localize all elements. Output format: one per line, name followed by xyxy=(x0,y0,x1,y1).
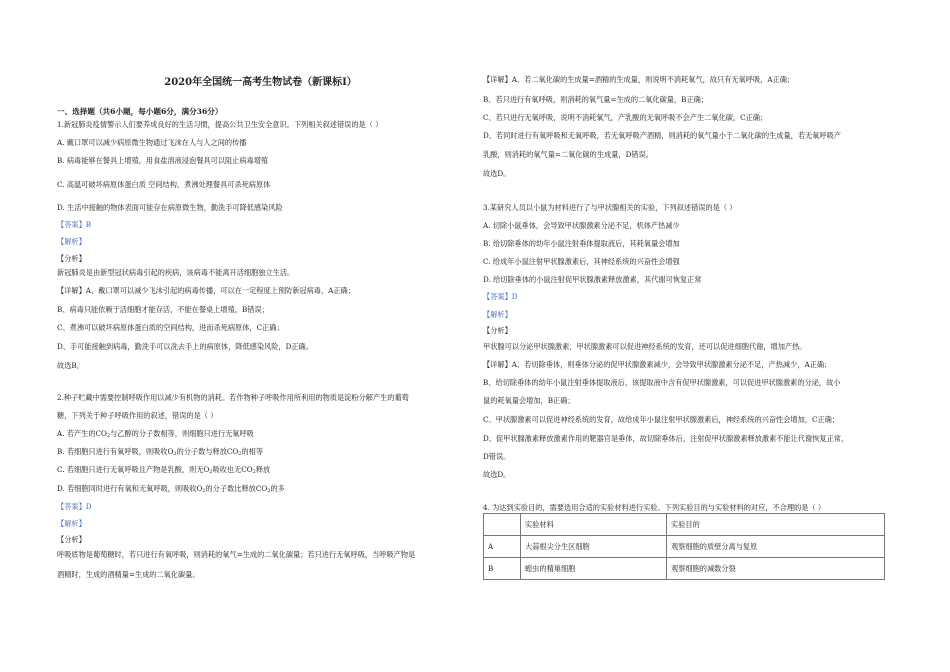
section-heading: 一、选择题（共6小题，每小题6分，满分36分） xyxy=(57,107,223,116)
q1-fenxi-text: 新冠肺炎是由新型冠状病毒引起的疾病，该病毒不能离开活细胞独立生活。 xyxy=(57,268,295,277)
q1-option-b: B. 病毒能够在餐具上增殖，用食盐溶液浸泡餐具可以阻止病毒增殖 xyxy=(57,156,269,165)
q1-detail-a: 【详解】A、戴口罩可以减少飞沫引起的病毒传播，可以在一定程度上预防新冠病毒，A正确； xyxy=(57,286,355,295)
q3-detail-a: 【详解】A、若切除垂体，则垂体分泌的促甲状腺激素减少，会导致甲状腺激素分泌不足，产热减少，A正确； xyxy=(483,360,832,369)
q3-jiexi: 【解析】 xyxy=(483,310,512,319)
q2-detail-b: B、若只进行有氧呼吸，则消耗的氧气量=生成的二氧化碳量，B正确； xyxy=(483,95,709,104)
q3-detail-c: C、甲状腺激素可以促进神经系统的发育，故给成年小鼠注射甲状腺激素后，神经系统的兴奋性会增加，C正确； xyxy=(483,415,840,424)
table-header-cell: 实验材料 xyxy=(521,514,667,536)
q3-option-a: A. 切除小鼠垂体，会导致甲状腺激素分泌不足，机体产热减少 xyxy=(483,221,680,230)
q1-option-c: C. 高温可破坏病原体蛋白质 空间结构，煮沸处理餐具可杀死病原体 xyxy=(57,180,271,189)
q3-option-c: C. 给成年小鼠注射甲状腺激素后，其神经系统的兴奋性会增强 xyxy=(483,257,680,266)
q1-fenxi: 【分析】 xyxy=(57,254,86,263)
q3-option-d: D. 给切除垂体的小鼠注射促甲状腺激素释放激素，其代谢可恢复正常 xyxy=(483,275,702,284)
q1-conclusion: 故选B。 xyxy=(57,361,84,370)
q1-jiexi: 【解析】 xyxy=(57,237,86,246)
table-cell: 大蒜根尖分生区细胞 xyxy=(521,536,667,558)
q2-fenxi-line1: 呼吸底物是葡萄糖时，若只进行有氧呼吸，则消耗的氧气=生成的二氧化碳量；若只进行无氧呼吸，当呼吸产物是 xyxy=(57,550,416,559)
q2-detail-c: C、若只进行无氧呼吸，说明不消耗氧气，产乳酸的无氧呼吸不会产生二氧化碳，C正确； xyxy=(483,113,768,122)
table-header-cell: 实验目的 xyxy=(667,514,885,536)
q1-stem: 1.新冠肺炎疫情警示人们要养成良好的生活习惯，提高公共卫生安全意识。下列相关叙述错误的是（ ） xyxy=(57,120,383,129)
q2-fenxi: 【分析】 xyxy=(57,535,86,544)
q1-option-a: A. 戴口罩可以减少病原微生物通过飞沫在人与人之间的传播 xyxy=(57,138,247,147)
table-row xyxy=(484,536,885,558)
q3-detail-b-line1: B、给切除垂体的幼年小鼠注射垂体提取液后，该提取液中含有促甲状腺激素，可以促进甲状腺激素的分泌，故小 xyxy=(483,378,841,387)
q3-detail-b-line2: 鼠的耗氧量会增加，B正确； xyxy=(483,396,575,405)
q1-detail-c: C、煮沸可以破坏病原体蛋白质的空间结构，进而杀死病原体，C正确； xyxy=(57,323,284,332)
q3-fenxi: 【分析】 xyxy=(483,326,512,335)
q2-answer: 【答案】D xyxy=(57,502,92,511)
q1-answer: 【答案】B xyxy=(57,220,92,229)
q1-option-d: D. 生活中接触的物体表面可能存在病原微生物，勤洗手可降低感染风险 xyxy=(57,203,283,212)
q2-fenxi-line2: 酒精时，生成的酒精量=生成的二氧化碳量。 xyxy=(57,570,200,579)
q2-detail-d-line1: D、若同时进行有氧呼吸和无氧呼吸，若无氧呼吸产酒精，则消耗的氧气量小于二氧化碳的生成量，若无氧呼吸产 xyxy=(483,131,841,140)
table-cell: B xyxy=(484,558,521,580)
q2-detail-d-line2: 乳酸，则消耗的氧气量=二氧化碳的生成量，D错误。 xyxy=(483,150,653,159)
q1-detail-d: D、手可能接触到病毒，勤洗手可以洗去手上的病原体，降低感染风险，D正确。 xyxy=(57,342,313,351)
q3-fenxi-line1: 甲状腺可以分泌甲状腺激素，甲状腺激素可以促进神经系统的发育，还可以促进细胞代谢，增加产热。 xyxy=(483,342,807,351)
q4-stem: 4. 为达到实验目的，需要选用合适的实验材料进行实验。下列实验目的与实验材料的对应，不合理的是（ ） xyxy=(483,503,826,512)
q3-detail-d-line2: D错误。 xyxy=(483,452,511,461)
q2-jiexi: 【解析】 xyxy=(57,519,86,528)
table-cell: 蝗虫的精巢细胞 xyxy=(521,558,667,580)
q2-stem-line1: 2.种子贮藏中需要控制呼吸作用以减少有机物的消耗。若作物种子呼吸作用所利用的物质是淀粉分解产生的葡萄 xyxy=(57,393,409,402)
q2-option-a: A. 若产生的$CO_2$与乙醇的分子数相等，则细胞只进行无氧呼吸 xyxy=(57,429,254,439)
q3-conclusion: 故选D。 xyxy=(483,470,511,479)
q2-stem-line2: 糖，下列关于种子呼吸作用的叙述，错误的是（ ） xyxy=(57,411,218,420)
table-header-cell xyxy=(484,514,521,536)
q3-option-b: B. 给切除垂体的幼年小鼠注射垂体提取液后，其耗氧量会增加 xyxy=(483,239,680,248)
table-cell: 观察细胞的质壁分离与复原 xyxy=(667,536,885,558)
table-header-row xyxy=(484,514,885,536)
q1-detail-b: B、病毒只能依赖于活细胞才能存活，不能在餐桌上增殖，B错误； xyxy=(57,305,269,314)
q2-detail-a: 【详解】A、若二氧化碳的生成量=酒精的生成量，则说明不消耗氧气，故只有无氧呼吸，A正确； xyxy=(483,75,795,84)
table-cell: 观察细胞的减数分裂 xyxy=(667,558,885,580)
q2-option-d: D. 若细胞同时进行有氧和无氧呼吸，则吸收$O_2$的分子数比释放$CO_2$的多 xyxy=(57,484,285,494)
q2-option-b: B. 若细胞只进行有氧呼吸，则吸收$O_2$的分子数与释放$CO_2$的相等 xyxy=(57,447,264,457)
q2-option-c: C. 若细胞只进行无氧呼吸且产物是乳酸，则无$O_2$吸收也无$CO_2$释放 xyxy=(57,465,271,475)
q3-stem: 3.某研究人员以小鼠为材料进行了与甲状腺相关的实验，下列叙述错误的是（ ） xyxy=(483,203,737,212)
q3-answer: 【答案】D xyxy=(483,292,518,301)
table-cell: A xyxy=(484,536,521,558)
q3-detail-d-line1: D、促甲状腺激素释放激素作用的靶器官是垂体，故切除垂体后，注射促甲状腺激素释放激素不能让代谢恢复正常， xyxy=(483,434,849,443)
table-row xyxy=(484,558,885,580)
page-title: 2020年全国统一高考生物试卷（新课标Ⅰ） xyxy=(164,77,357,88)
q4-table xyxy=(483,513,885,580)
q2-conclusion: 故选D。 xyxy=(483,169,511,178)
